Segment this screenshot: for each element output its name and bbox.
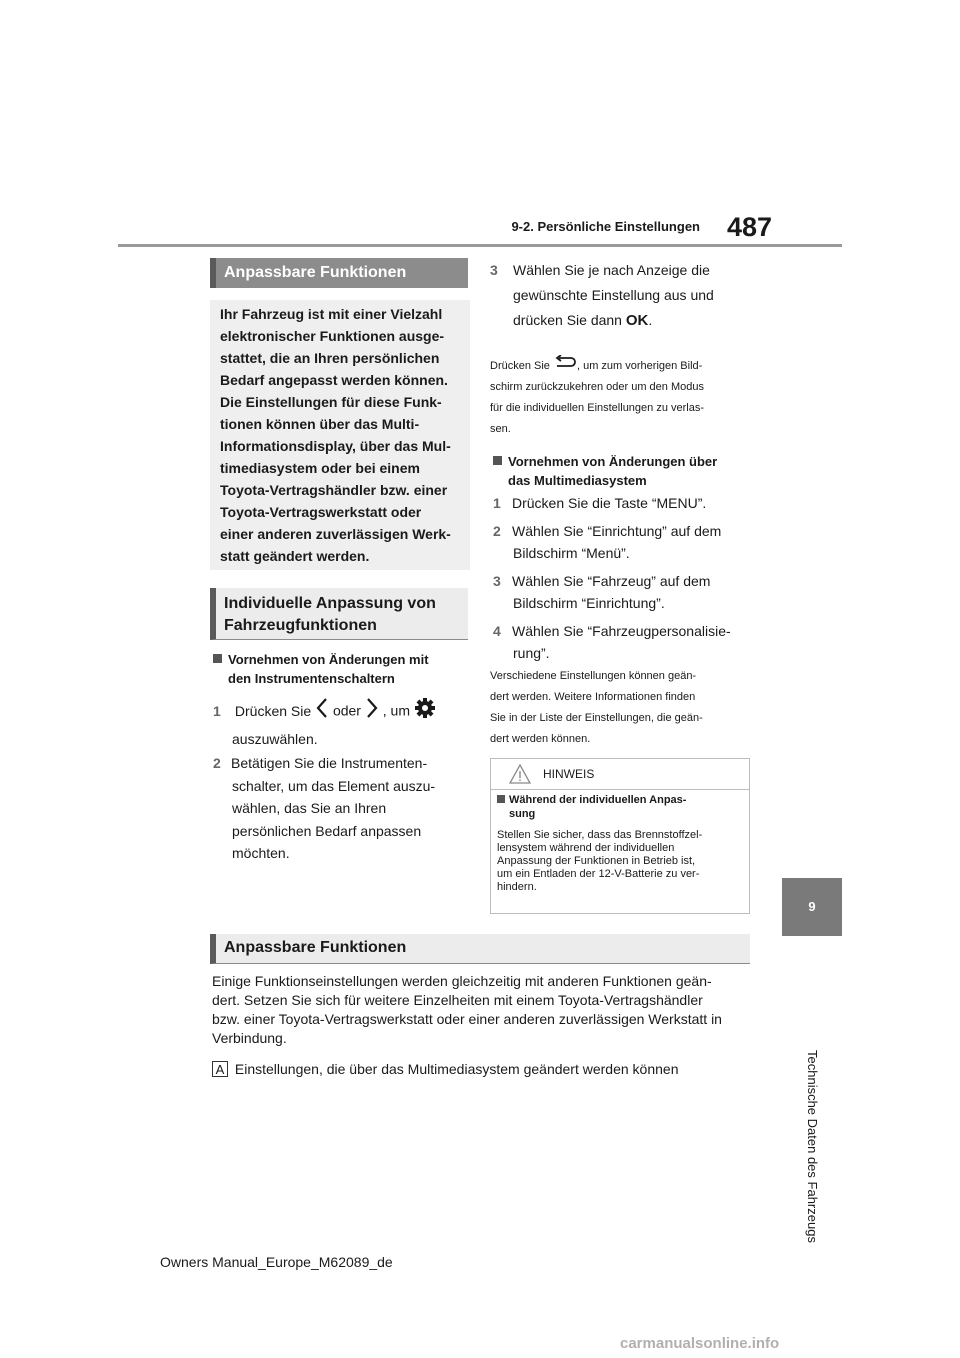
back-arrow-icon [553, 355, 577, 377]
step-text: Wählen Sie je nach Anzeige die [513, 262, 710, 278]
step-text: Bildschirm “Menü”. [513, 545, 630, 561]
step-text: Bildschirm “Einrichtung”. [513, 595, 665, 611]
ok-symbol: OK [625, 312, 649, 329]
note-title-row [491, 759, 749, 790]
step [490, 258, 750, 333]
bullet-square-icon [213, 654, 222, 663]
step-text: gewünschte Einstellung aus und [513, 287, 714, 303]
step-number: 3 [493, 573, 501, 589]
chevron-right-icon [365, 697, 379, 727]
step-text: Wählen Sie “Fahrzeug” auf dem [512, 573, 711, 589]
body-paragraph [212, 972, 752, 1048]
footer-text: Owners Manual_Europe_M62089_de [160, 1254, 393, 1270]
step-number: 2 [493, 523, 501, 539]
info-text-line: , um zum vorherigen Bild- [576, 359, 703, 372]
gear-icon [414, 697, 436, 727]
intro-line: Toyota-Vertragshändler bzw. einer [220, 482, 448, 498]
step-text: Drücken Sie die Taste “MENU”. [512, 495, 707, 511]
chevron-left-icon [315, 697, 329, 727]
intro-line: einer anderen zuverlässigen Werk- [220, 526, 451, 542]
body-line: Einige Funktionseinstellungen werden gleichzeitig mit anderen Funktionen geän- [212, 973, 712, 989]
section-heading-text: Anpassbare Funktionen [224, 939, 407, 956]
section-heading [210, 258, 468, 288]
chapter-tab: 9 [782, 878, 842, 936]
body-line: Verbindung. [212, 1030, 287, 1046]
intro-line: Ihr Fahrzeug ist mit einer Vielzahl [220, 306, 443, 322]
section-heading-text: Individuelle Anpassung von [224, 595, 436, 612]
watermark: carmanualsonline.info [620, 1335, 780, 1352]
intro-line: Toyota-Vertragswerkstatt oder [220, 504, 422, 520]
step-text: Betätigen Sie die Instrumenten- [231, 755, 428, 771]
note-subheading-text: Während der individuellen Anpas- [509, 794, 687, 806]
intro-line: tionen können über das Multi- [220, 416, 420, 432]
labeled-item-text: Einstellungen, die über das Multimediasystem geändert werden können [234, 1061, 679, 1077]
info-text-line: Drücken Sie [490, 359, 550, 372]
step-text: oder [332, 702, 361, 719]
step-text: schalter, um das Element auszu- [232, 777, 436, 794]
warning-triangle-icon [509, 764, 531, 784]
body-line: bzw. einer Toyota-Vertragswerkstatt oder einer anderen zuverlässigen Werkstatt in [212, 1011, 722, 1027]
intro-box [210, 300, 470, 570]
step-text: wählen, das Sie an Ihren [232, 800, 387, 816]
running-header: 9-2. Persönliche Einstellungen [511, 219, 700, 234]
section-heading [210, 934, 750, 964]
info-text-line: für die individuellen Einstellungen zu verlas- [490, 402, 705, 414]
sub-heading-text: Vornehmen von Änderungen über [508, 454, 718, 469]
step-continuation: auszuwählen. [232, 731, 318, 747]
intro-line: Die Einstellungen für diese Funk- [220, 394, 442, 410]
chapter-side-title: Technische Daten des Fahrzeugs [805, 1050, 820, 1243]
note-body-line: Anpassung der Funktionen in Betrieb ist, [497, 855, 696, 867]
sub-heading-text: das Multimediasystem [508, 473, 647, 488]
info-text-line: sen. [490, 423, 511, 435]
sub-heading [493, 452, 755, 490]
page-number: 487 [726, 212, 772, 242]
section-heading-text: Fahrzeugfunktionen [224, 617, 377, 634]
info-text [490, 666, 752, 750]
note-title: HINWEIS [543, 767, 595, 781]
step-text: Wählen Sie “Einrichtung” auf dem [512, 523, 722, 539]
step-text: drücken Sie dann [513, 312, 622, 328]
step-text: , um [382, 702, 410, 719]
step-text: persönlichen Bedarf anpassen [232, 822, 422, 839]
note-body [497, 829, 743, 894]
bullet-square-icon [497, 795, 505, 803]
info-text-line: dert werden. Weitere Informationen finden [490, 691, 696, 703]
info-text-line: Verschiedene Einstellungen können geän- [490, 670, 697, 682]
intro-line: timediasystem oder bei einem [220, 460, 420, 476]
header-rule [118, 244, 842, 247]
intro-line: statt geändert werden. [220, 548, 370, 564]
info-text-line: dert werden können. [490, 733, 591, 745]
step-number: 4 [493, 623, 501, 639]
note-body-line: lensystem während der individuellen [497, 842, 675, 854]
note-subheading-text: sung [509, 808, 536, 820]
step-text: Wählen Sie “Fahrzeugpersonalisie- [512, 623, 731, 639]
step-text: möchten. [232, 845, 290, 861]
step-number: 3 [490, 262, 498, 278]
step-number: 2 [213, 755, 221, 771]
label-box: A [212, 1061, 228, 1077]
step-number: 1 [493, 495, 501, 511]
body-line: dert. Setzen Sie sich für weitere Einzelheiten mit einem Toyota-Vertragshändler [212, 992, 703, 1008]
note-body-line: Stellen Sie sicher, dass das Brennstoffzel- [497, 829, 703, 841]
info-text-line: Sie in der Liste der Einstellungen, die geän- [490, 712, 703, 724]
note-body-line: um ein Entladen der 12-V-Batterie zu ver- [497, 868, 700, 880]
bullet-square-icon [493, 456, 502, 465]
sub-heading-text: Vornehmen von Änderungen mit [228, 652, 429, 667]
sub-heading [213, 650, 473, 688]
step [213, 752, 473, 865]
note-subheading [497, 793, 737, 821]
intro-line: elektronischer Funktionen ausge- [220, 328, 445, 344]
labeled-item [212, 1060, 752, 1079]
info-text-line: schirm zurückzukehren oder um den Modus [490, 381, 704, 393]
step [493, 520, 755, 564]
intro-line: Bedarf angepasst werden können. [220, 372, 448, 388]
step [493, 492, 755, 514]
note-box [490, 758, 750, 914]
step-number: 1 [213, 702, 221, 719]
intro-line: stattet, die an Ihren persönlichen [220, 350, 440, 366]
step [213, 697, 473, 727]
step [493, 570, 755, 614]
section-heading [210, 588, 468, 640]
note-body-line: hindern. [497, 881, 537, 893]
step-text: rung”. [513, 645, 550, 661]
sub-heading-text: den Instrumentenschaltern [228, 671, 395, 686]
section-heading-text: Anpassbare Funktionen [224, 264, 407, 281]
intro-line: Informationsdisplay, über das Mul- [220, 438, 451, 454]
step-text: Drücken Sie [234, 702, 312, 719]
info-text [490, 355, 752, 440]
step-text: . [648, 312, 653, 328]
step [493, 620, 755, 664]
